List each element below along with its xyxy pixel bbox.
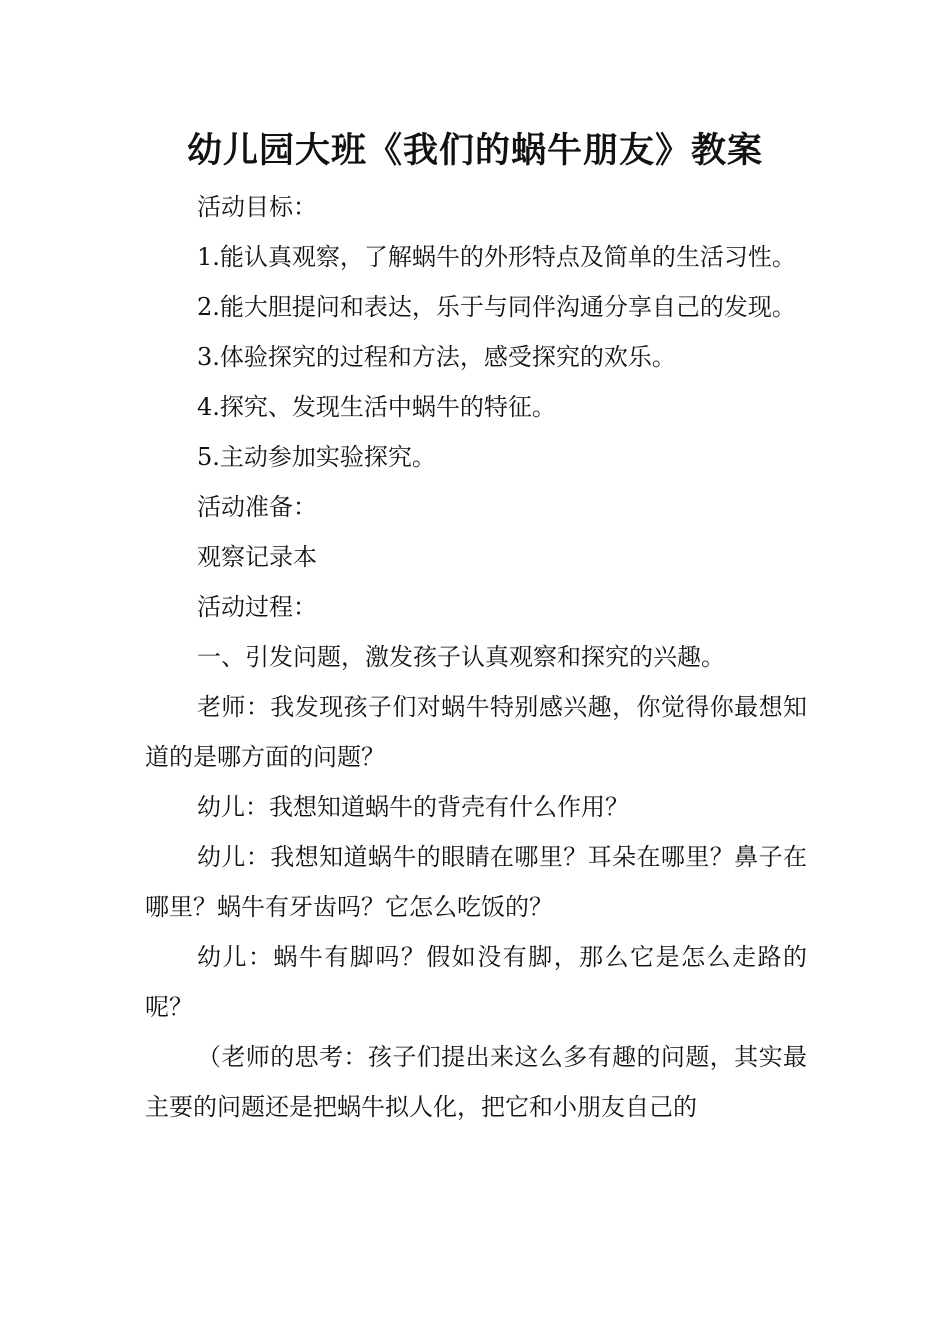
- paragraph-preparation-item: 观察记录本: [197, 543, 317, 571]
- document-title: 幼儿园大班《我们的蜗牛朋友》教案: [186, 131, 763, 171]
- paragraph-process-heading: 活动过程：: [197, 593, 317, 621]
- paragraph-objective-1: 1.能认真观察，了解蜗牛的外形特点及简单的生活习性。: [197, 243, 796, 271]
- document-body: [145, 182, 807, 1132]
- paragraph-teacher-reflection: （老师的思考：孩子们提出来这么多有趣的问题，其实最主要的问题还是把蜗牛拟人化，把它和小朋友自己的: [145, 1043, 807, 1121]
- paragraph-objective-2: 2.能大胆提问和表达，乐于与同伴沟通分享自己的发现。: [197, 293, 796, 321]
- paragraph-step-1: 一、引发问题，激发孩子认真观察和探究的兴趣。: [197, 643, 725, 671]
- paragraph-objectives-heading: 活动目标：: [197, 193, 317, 221]
- paragraph-objective-4: 4.探究、发现生活中蜗牛的特征。: [197, 393, 556, 421]
- paragraph-preparation-heading: 活动准备：: [197, 493, 317, 521]
- paragraph-objective-3: 3.体验探究的过程和方法，感受探究的欢乐。: [197, 343, 676, 371]
- paragraph-child-answer-3: 幼儿：蜗牛有脚吗？假如没有脚，那么它是怎么走路的呢？: [145, 943, 807, 1021]
- paragraph-teacher-question: 老师：我发现孩子们对蜗牛特别感兴趣，你觉得你最想知道的是哪方面的问题？: [145, 693, 807, 771]
- paragraph-child-answer-1: 幼儿：我想知道蜗牛的背壳有什么作用？: [197, 793, 629, 821]
- paragraph-child-answer-2: 幼儿：我想知道蜗牛的眼睛在哪里？耳朵在哪里？鼻子在哪里？蜗牛有牙齿吗？它怎么吃饭的？: [145, 843, 807, 921]
- paragraph-objective-5: 5.主动参加实验探究。: [197, 443, 436, 471]
